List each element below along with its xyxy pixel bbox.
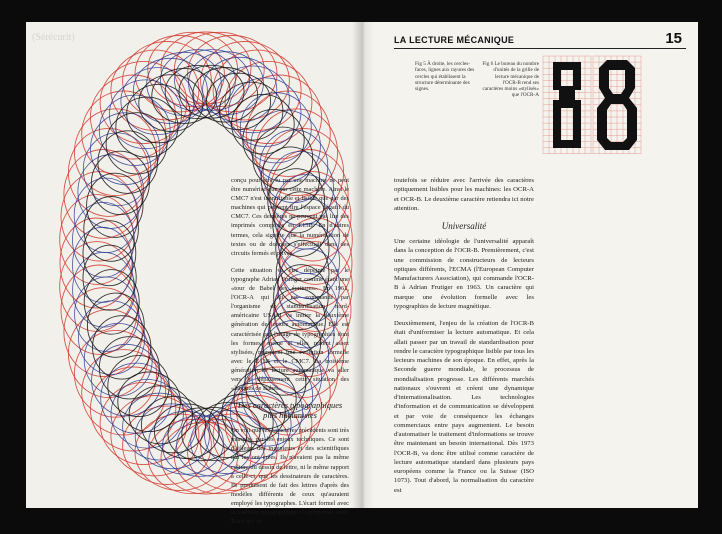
ocr-a-glyph-grid [543,56,591,154]
paragraph: Deuxièmement, l'enjeu de la création de l'OCR-B était d'uniformiser la lecture automatique. Et cela allait passer par un travail de standardisation pour rendre le caractère typographique lisible par tous les lecteurs machines de son époque. En effet, après la Seconde guerre mondiale, le processus de mondialisation progresse. Les différents marchés nationaux s'ouvrent et créent une dynamique d'internationalisation. Les technologies d'information et de communication se développent et par voie de conséquence les échanges commerciaux entre pays augmentent. Le besoin d'automatiser le traitement d'informations se trouve être maintenant un besoin international. Dès 1973 l'OCR-B, va donc être utilisé comme caractère de lecture automatique standard dans plusieurs pays européens comme la France ou la Suisse (ISO 1073). Tout d'abord, la normalisation du caractère est [394,320,534,494]
glyph-label-2: 8 [593,56,594,57]
running-header: LA LECTURE MÉCANIQUE [394,35,515,45]
figure-6-caption: Fig 6 Le bureau du nombre d'unités de la grille de lecture mécanique de l'OCR-B rend ses caractères moins «stylisés» que l'OCR-A [482,61,539,99]
paragraph: toutefois se réduire avec l'arrivée des caractères optiquement lisibles pour les machines: les OCR-A et OCR-B. Le deuxième caractère retiendra ici notre attention. [394,177,534,212]
header-rule [394,48,686,49]
construction-circle [118,372,181,432]
subheading-caracteres: Des caractères typographiques plus humanistes [237,401,343,420]
construction-circle [83,245,136,310]
ocr-b-glyph-grid [593,56,641,154]
construction-circle [79,301,145,375]
right-page [363,22,698,508]
paragraph: Cette situation va être dépeinte par le typographe Adrian Frutiger comme étant une «tour de Babel des écritures». En 1961, l'OCR-A qui lui est commandé par l'organisme de standardisation nord-américaine USASI va initier la deuxième génération de lecture automatique. Elle est caractérisée par l'usage de typographies dont les formes, même si elles restent assez stylisées, marquent une évolution formelle avec le E13B et le CMC7. La troisième génération de lecture automatique va aller vers le dépassement cette situation des «langues de Babel». [231,266,349,393]
construction-circle [60,195,134,285]
construction-circle [116,97,178,157]
construction-circle [111,380,183,449]
glyph-label-1: 8 [543,56,544,57]
book-spread [26,22,698,526]
show-through-text: (Sérécurit) [32,32,75,43]
paragraph: Une certaine idéologie de l'universalité apparaît dans la conception de l'OCR-B. Premièrement, c'est une commission de constructeurs de lecteurs optiques différents, l'ECMA (l'European Computer Manufacturers Association), qui commande l'OCR-B à Adrian Frutiger en 1963. Un caractère qui marque une évolution formelle avec les typographies de lecture magnétique. [394,238,534,310]
construction-circle [98,131,158,194]
page-number: 15 [665,30,682,47]
construction-circle [232,94,295,154]
construction-circle [84,270,139,335]
construction-circle [60,242,134,332]
book-gutter-shadow [352,22,374,508]
paragraph: conçu pour être lu par une machine ne peut être numérisé que par cette machine. Ainsi le CMC7 n'est identifiable et lisible que par des machines qui peuvent lire l'espace négatif du CMC7. Ces dernières ne peuvent pas lire des imprimés composés en E13B. En d'autres termes, cela signifie que la numérisation de textes ou de données s'effectuait dans des circuits fermés et privés. [231,177,349,257]
figure-5-caption: Fig 5 À droite, les cercles-faces, lignes aux rayures des cercles qui établissent la structure déterminante des signes. [415,61,475,93]
text-column-left [231,176,349,534]
text-column-right [394,176,534,503]
construction-circle [229,78,301,147]
paragraph: On voit que les caractères précédents sont très marqués par les enjeux techniques. Ce sont d'ailleurs des ingénieurs et des scientifiques qui les ont créés. Ils n'avaient pas la même culture du dessin de lettre, ni le même rapport à celle-ci, que les dessinateurs de caractères. Ils produisent de fait des lettres d'après des modèles différents de ceux qu'auraient employé les typographes. L'écart formel avec la tradition typographique s'expliquerait ainsi. Écart qui va [231,427,350,526]
construction-circle [99,337,159,399]
subheading-universalite: Universalité [441,221,487,231]
